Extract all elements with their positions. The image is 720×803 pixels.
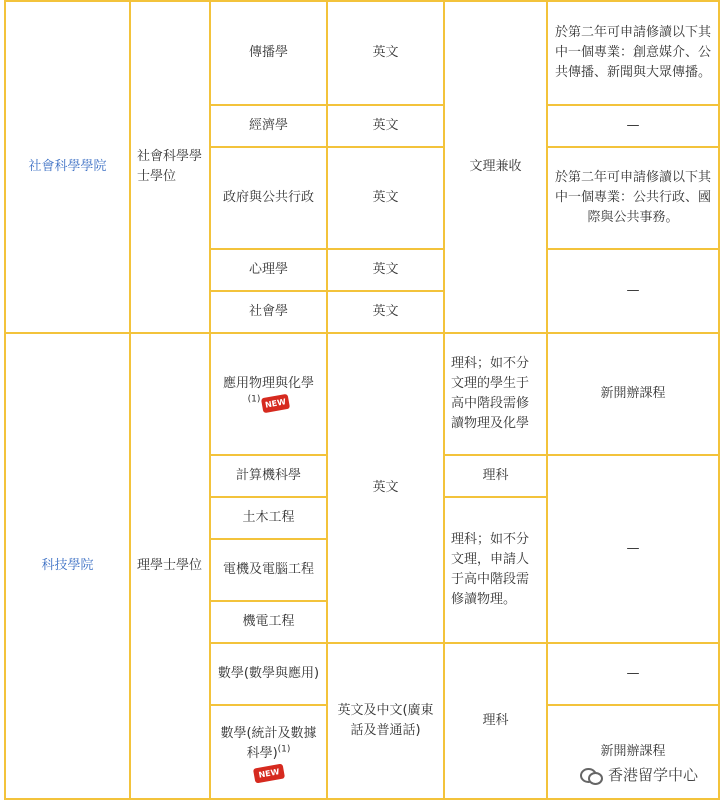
language-cell: 英文 <box>327 105 444 147</box>
remark-psychology-sociology: — <box>547 249 719 333</box>
programme-government: 政府與公共行政 <box>210 147 327 249</box>
language-cell: 英文 <box>327 147 444 249</box>
stream-mathematics: 理科 <box>444 643 547 799</box>
programme-sociology: 社會學 <box>210 291 327 333</box>
programme-mechatronic-engineering: 機電工程 <box>210 601 327 643</box>
programme-civil-engineering: 土木工程 <box>210 497 327 539</box>
language-cell: 英文 <box>327 1 444 105</box>
faculty-science[interactable]: 科技學院 <box>5 333 130 799</box>
new-badge-icon: NEW <box>261 394 290 413</box>
watermark <box>578 764 700 785</box>
programme-name: 應用物理與化學 <box>222 376 314 391</box>
wechat-icon <box>580 767 602 783</box>
programme-applied-physics-chemistry <box>210 333 327 455</box>
programme-economics: 經濟學 <box>210 105 327 147</box>
programme-name: 數學(統計及數據科學) <box>220 725 317 761</box>
language-english: 英文 <box>327 333 444 643</box>
remark-engineering: — <box>547 455 719 643</box>
stream-social-science: 文理兼收 <box>444 1 547 333</box>
language-cell: 英文 <box>327 249 444 291</box>
programme-psychology: 心理學 <box>210 249 327 291</box>
degree-social-science: 社會科學學士學位 <box>130 1 210 333</box>
new-badge-icon: NEW <box>252 763 284 783</box>
remark-communication: 於第二年可申請修讀以下其中一個專業：創意媒介、公共傳播、新聞與大眾傳播。 <box>547 1 719 105</box>
language-bilingual: 英文及中文(廣東話及普通話) <box>327 643 444 799</box>
programme-computer-science: 計算機科學 <box>210 455 327 497</box>
stream-applied-physics: 理科；如不分文理的學生于高中階段需修讀物理及化學 <box>444 333 547 455</box>
footnote-mark: (1) <box>247 394 261 405</box>
remark-government: 於第二年可申請修讀以下其中一個專業：公共行政、國際與公共事務。 <box>547 147 719 249</box>
degree-science: 理學士學位 <box>130 333 210 799</box>
remark-new-programme: 新開辦課程 <box>547 705 719 799</box>
watermark-text: 香港留学中心 <box>607 766 698 784</box>
programme-mathematics-statistics <box>210 705 327 799</box>
programme-table <box>4 0 720 800</box>
stream-computer-science: 理科 <box>444 455 547 497</box>
remark-new-programme: 新開辦課程 <box>547 333 719 455</box>
programme-electrical-computer-engineering: 電機及電腦工程 <box>210 539 327 601</box>
footnote-mark: (1) <box>277 744 291 755</box>
language-cell: 英文 <box>327 291 444 333</box>
programme-mathematics-applied: 數學(數學與應用) <box>210 643 327 705</box>
stream-engineering: 理科；如不分文理，申請人于高中階段需修讀物理。 <box>444 497 547 643</box>
remark-mathematics: — <box>547 643 719 705</box>
programme-communication: 傳播學 <box>210 1 327 105</box>
faculty-social-science[interactable]: 社會科學學院 <box>5 1 130 333</box>
remark-economics: — <box>547 105 719 147</box>
